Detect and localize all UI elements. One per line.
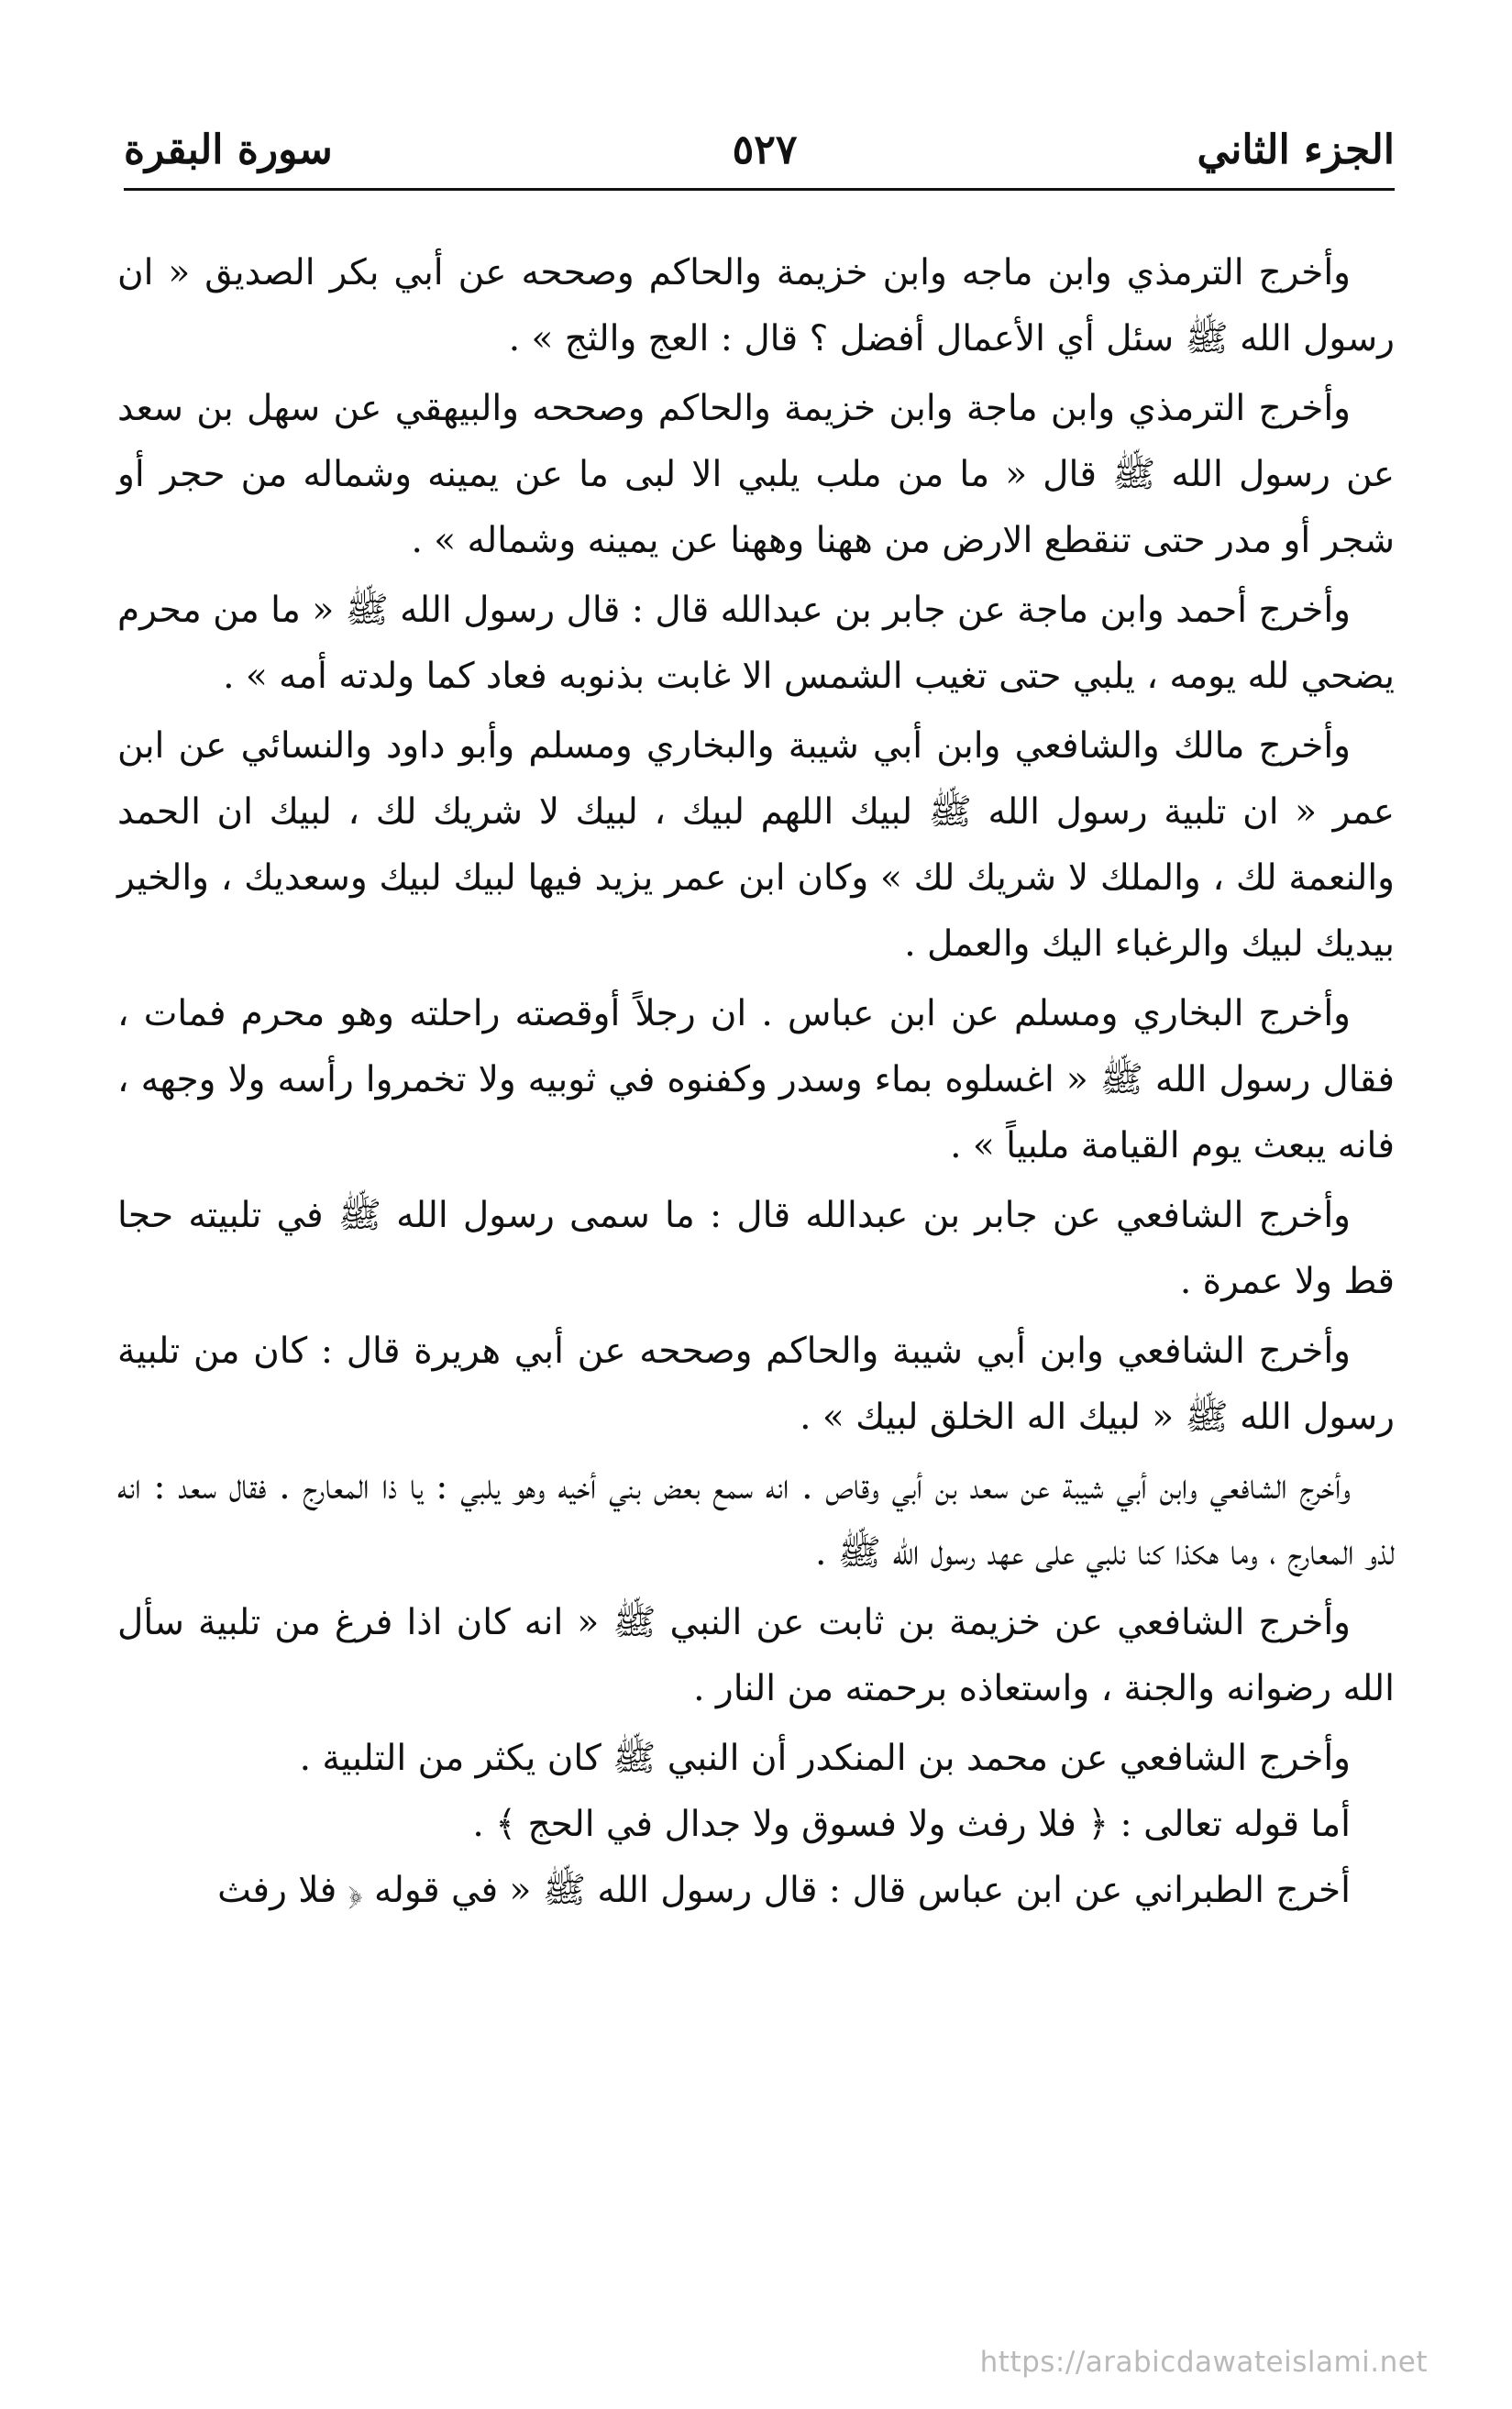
paragraph: وأخرج الشافعي عن محمد بن المنكدر أن النبي ﷺ كان يكثر من التلبية . (299, 1738, 1351, 1779)
page-number: ٥٢٧ (732, 126, 798, 173)
quran-quote-paragraph: أما قوله تعالى : ﴿ فلا رفث ولا فسوق ولا جدال في الحج ﴾ . (472, 1804, 1351, 1845)
paragraph: وأخرج أحمد وابن ماجة عن جابر بن عبدالله قال : قال رسول الله ﷺ « ما من محرم يضحي لله يومه ، يلبي حتى تغيب الشمس الا غابت بذنوبه فعاد كما ولدته أمه » . (117, 590, 1395, 697)
paragraph: وأخرج البخاري ومسلم عن ابن عباس . ان رجلاً أوقصته راحلته وهو محرم فمات ، فقال رسول الله ﷺ « اغسلوه بماء وسدر وكفنوه في ثوبيه ولا تخمروا رأسه ولا وجهه ، فانه يبعث يوم القيامة ملبياً » . (117, 993, 1395, 1166)
paragraph: وأخرج مالك والشافعي وابن أبي شيبة والبخاري ومسلم وأبو داود والنسائي عن ابن عمر « ان تلبية رسول الله ﷺ لبيك اللهم لبيك ، لبيك لا شريك لك ، لبيك ان الحمد والنعمة لك ، والملك لا شريك لك » وكان ابن عمر يزيد فيها لبيك لبيك وسعديك ، والخير بيديك لبيك والرغباء اليك والعمل . (117, 725, 1395, 965)
paragraph: وأخرج الشافعي عن جابر بن عبدالله قال : ما سمى رسول الله ﷺ في تلبيته حجا قط ولا عمرة . (117, 1195, 1395, 1302)
paragraph: وأخرج الشافعي وابن أبي شيبة عن سعد بن أبي وقاص . انه سمع بعض بني أخيه وهو يلبي : يا ذا المعارج . فقال سعد : انه لذو المعارج ، وما هكذا كنا نلبي على عهد رسول الله ﷺ . (117, 1466, 1395, 1574)
paragraph: وأخرج الشافعي وابن أبي شيبة والحاكم وصححه عن أبي هريرة قال : كان من تلبية رسول الله ﷺ « لبيك اله الخلق لبيك » . (117, 1331, 1395, 1438)
paragraph: وأخرج الترمذي وابن ماجه وابن خزيمة والحاكم وصححه عن أبي بكر الصديق « ان رسول الله ﷺ سئل أي الأعمال أفضل ؟ قال : العج والثج » . (117, 252, 1395, 359)
part-title: الجزء الثاني (1197, 126, 1395, 173)
body-text (117, 240, 1395, 1924)
watermark-url: https://arabicdawateislami.net (979, 2346, 1428, 2379)
paragraph: وأخرج الشافعي عن خزيمة بن ثابت عن النبي ﷺ « انه كان اذا فرغ من تلبية سأل الله رضوانه والجنة ، واستعاذه برحمته من النار . (117, 1602, 1395, 1709)
paragraph: أخرج الطبراني عن ابن عباس قال : قال رسول الله ﷺ « في قوله ﴿ فلا رفث (217, 1870, 1351, 1911)
surah-title: سورة البقرة (124, 126, 333, 173)
running-header (124, 117, 1395, 182)
paragraph: وأخرج الترمذي وابن ماجة وابن خزيمة والحاكم وصححه والبيهقي عن سهل بن سعد عن رسول الله ﷺ قال « ما من ملب يلبي الا لبى ما عن يمينه وشماله من حجر أو شجر أو مدر حتى تنقطع الارض من ههنا وههنا عن يمينه وشماله » . (117, 388, 1395, 561)
header-rule (124, 188, 1395, 191)
